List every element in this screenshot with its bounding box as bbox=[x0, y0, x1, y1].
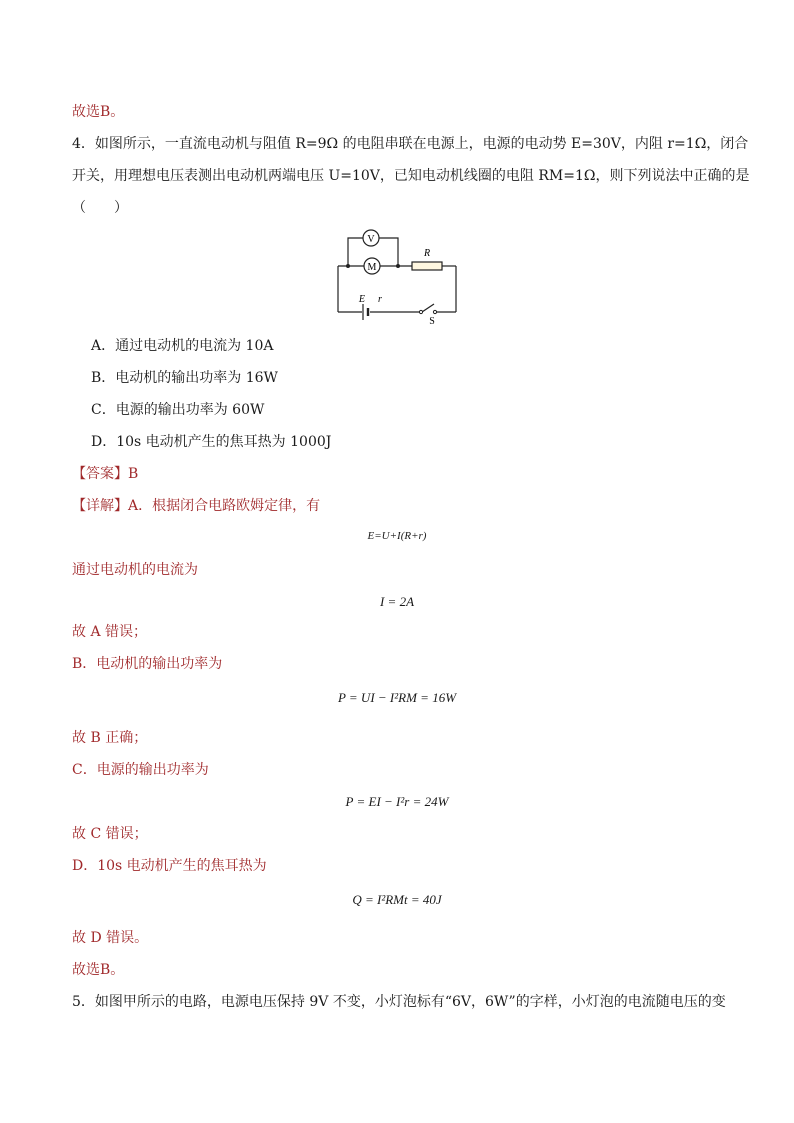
detail-line bbox=[72, 496, 320, 516]
a-conclusion: 故 A 错误； bbox=[72, 624, 148, 640]
motor-label: M bbox=[367, 262, 377, 273]
option-d: D．10s 电动机产生的焦耳热为 1000J bbox=[91, 434, 332, 450]
d-conclusion: 故 D 错误。 bbox=[72, 930, 149, 946]
equation-3: P = UI − I²RM = 16W bbox=[337, 690, 457, 705]
b-conclusion: 故 B 正确； bbox=[72, 730, 148, 746]
final-conclusion: 故选B。 bbox=[72, 962, 125, 978]
b-intro: B．电动机的输出功率为 bbox=[72, 656, 223, 672]
resistor-symbol bbox=[412, 262, 442, 270]
option-b: B．电动机的输出功率为 16W bbox=[91, 370, 278, 386]
answer-tag: 【答案】 bbox=[72, 466, 128, 482]
c-intro: C．电源的输出功率为 bbox=[72, 762, 209, 778]
question-4-text-line1: 4．如图所示，一直流电动机与阻值 R=9Ω 的电阻串联在电源上，电源的电动势 E=30V，内阻 r=1Ω，闭合 bbox=[72, 136, 749, 152]
answer-line bbox=[72, 464, 138, 484]
switch-label: S bbox=[429, 316, 435, 324]
detail-a-intro: A．根据闭合电路欧姆定律，有 bbox=[128, 498, 321, 514]
option-c: C．电源的输出功率为 60W bbox=[91, 402, 265, 418]
c-conclusion: 故 C 错误； bbox=[72, 826, 148, 842]
question-4-text-line2: 开关，用理想电压表测出电动机两端电压 U=10V，已知电动机线圈的电阻 RM=1Ω，则下列说法中正确的是 bbox=[72, 168, 750, 184]
question-4-paren: （ ） bbox=[72, 200, 128, 216]
circuit-diagram bbox=[330, 224, 470, 324]
equation-1: E=U+I(R+r) bbox=[367, 530, 427, 542]
previous-conclusion: 故选B。 bbox=[72, 104, 125, 120]
detail-tag: 【详解】 bbox=[72, 498, 128, 514]
d-intro: D．10s 电动机产生的焦耳热为 bbox=[72, 858, 267, 874]
internal-resistance-label: r bbox=[378, 294, 382, 305]
voltmeter-label: V bbox=[367, 234, 375, 245]
answer-value: B bbox=[128, 466, 139, 482]
option-a: A．通过电动机的电流为 10A bbox=[91, 338, 274, 354]
question-5-text: 5．如图甲所示的电路，电源电压保持 9V 不变，小灯泡标有“6V，6W”的字样，小灯泡的电流随电压的变 bbox=[72, 994, 726, 1010]
equation-4: P = EI − I²r = 24W bbox=[345, 794, 449, 809]
current-text: 通过电动机的电流为 bbox=[72, 562, 198, 578]
resistor-label: R bbox=[423, 248, 431, 259]
equation-5: Q = I²RMt = 40J bbox=[352, 892, 442, 907]
equation-2: I = 2A bbox=[379, 594, 415, 609]
emf-label: E bbox=[358, 294, 365, 305]
